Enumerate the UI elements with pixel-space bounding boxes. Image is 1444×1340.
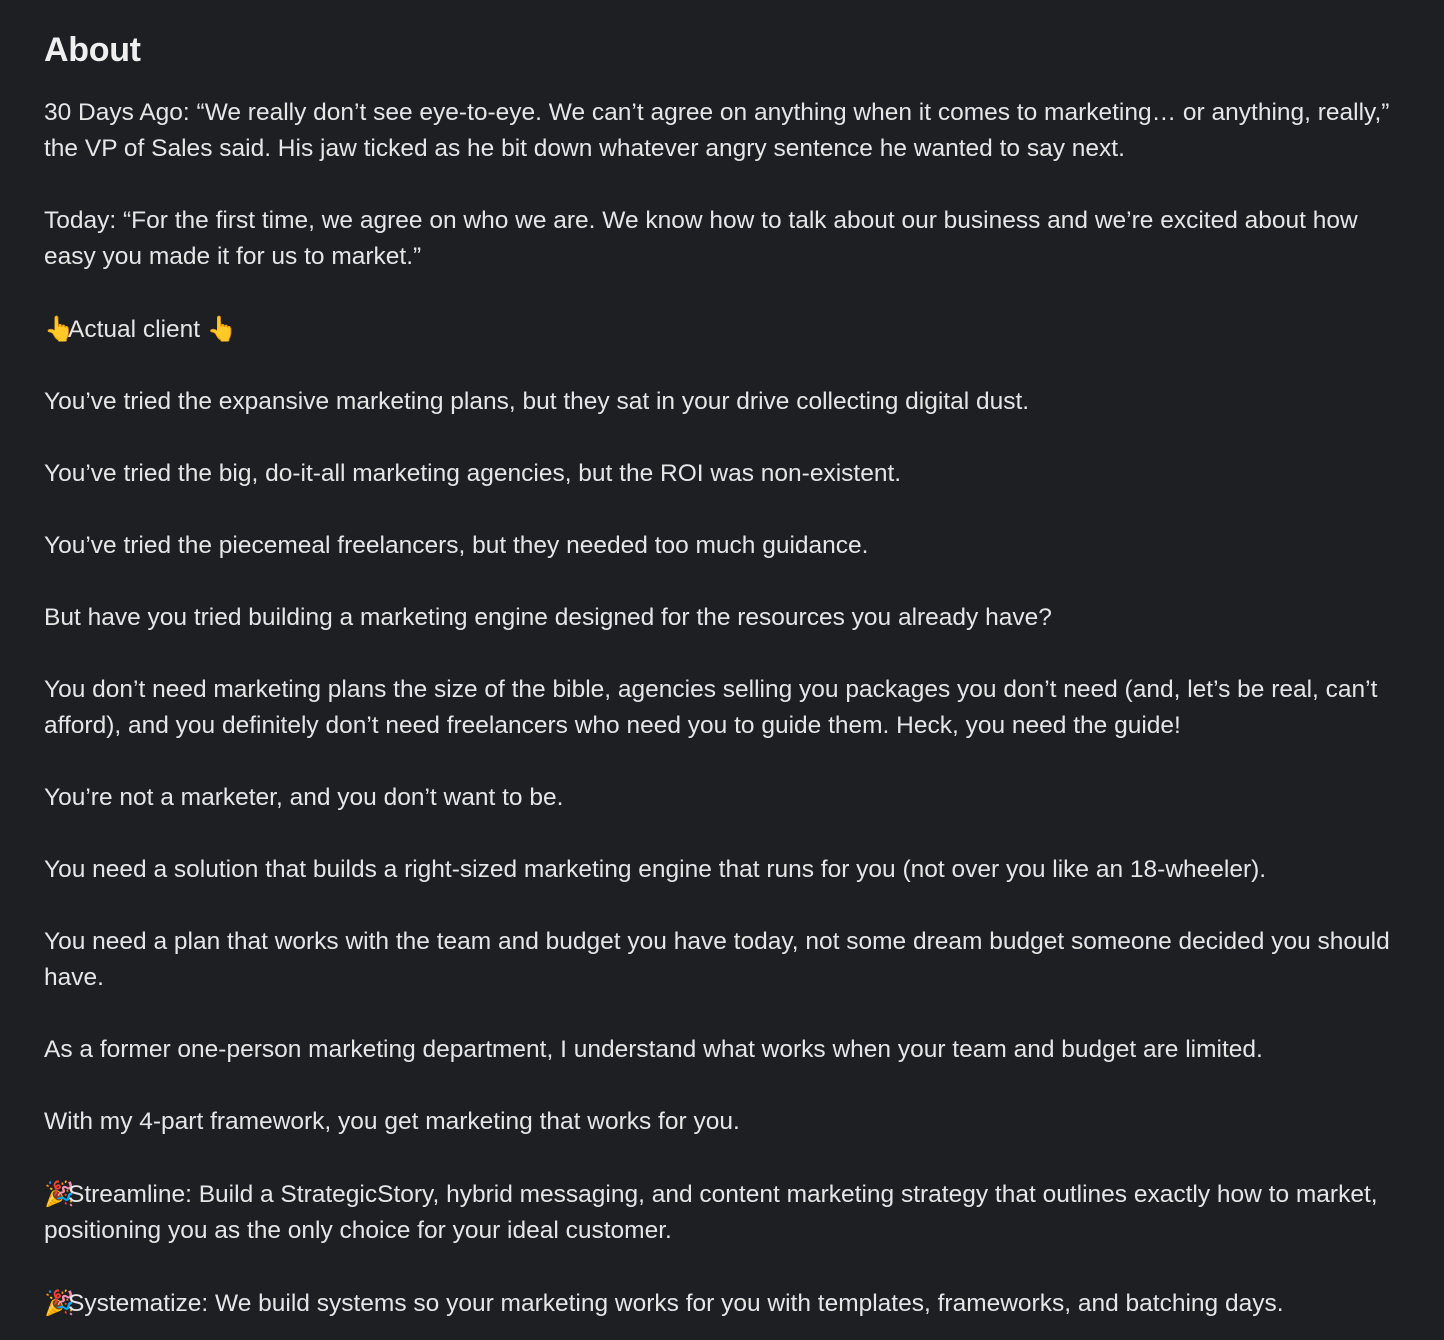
about-paragraph [44, 780, 1404, 816]
party-popper-icon: 🎉 [44, 1288, 75, 1317]
paragraph-text: You need a solution that builds a right-sized marketing engine that runs for you (not over you like an 18-wheeler). [44, 856, 1267, 883]
about-body [44, 95, 1404, 1322]
paragraph-text: You’ve tried the big, do-it-all marketing agencies, but the ROI was non-existent. [44, 460, 902, 487]
pointing-up-icon: 👆 [44, 314, 75, 343]
about-paragraph [44, 600, 1404, 636]
paragraph-text: As a former one-person marketing department, I understand what works when your team and budget are limited. [44, 1036, 1263, 1063]
paragraph-text: You need a plan that works with the team and budget you have today, not some dream budget someone decided you should have. [44, 928, 1390, 991]
about-paragraph [44, 311, 1404, 348]
paragraph-text: Systematize: We build systems so your marketing works for you with templates, frameworks, and batching days. [68, 1290, 1284, 1317]
about-paragraph [44, 1032, 1404, 1068]
about-paragraph [44, 95, 1404, 167]
about-paragraph [44, 1176, 1404, 1249]
about-paragraph [44, 456, 1404, 492]
about-heading: About [44, 31, 141, 69]
about-paragraph [44, 384, 1404, 420]
paragraph-text: 30 Days Ago: “We really don’t see eye-to-eye. We can’t agree on anything when it comes to marketing… or anything, really,” the VP of Sales said. His jaw ticked as he bit down whatever angry sentence he wanted to say next. [44, 99, 1390, 162]
paragraph-text: With my 4-part framework, you get marketing that works for you. [44, 1108, 740, 1135]
paragraph-text: Today: “For the first time, we agree on who we are. We know how to talk about our business and we’re excited about how easy you made it for us to market.” [44, 207, 1358, 270]
party-popper-icon: 🎉 [44, 1179, 75, 1208]
about-paragraph [44, 924, 1404, 996]
paragraph-text: Streamline: Build a StrategicStory, hybrid messaging, and content marketing strategy that outlines exactly how to market, positioning you as the only choice for your ideal customer. [44, 1181, 1378, 1244]
about-paragraph [44, 528, 1404, 564]
about-paragraph [44, 1104, 1404, 1140]
paragraph-text: You’re not a marketer, and you don’t want to be. [44, 784, 564, 811]
paragraph-text: You’ve tried the piecemeal freelancers, but they needed too much guidance. [44, 532, 869, 559]
about-paragraph [44, 1285, 1404, 1322]
paragraph-text: You don’t need marketing plans the size of the bible, agencies selling you packages you don’t need (and, let’s be real, can’t afford), and you definitely don’t need freelancers who need you to guide them. Heck, you need the guide! [44, 676, 1378, 739]
about-paragraph [44, 852, 1404, 888]
about-paragraph [44, 203, 1404, 275]
paragraph-text: You’ve tried the expansive marketing plans, but they sat in your drive collecting digital dust. [44, 388, 1030, 415]
paragraph-text: But have you tried building a marketing engine designed for the resources you already have? [44, 604, 1052, 631]
paragraph-text: Actual client 👆 [68, 316, 238, 343]
about-paragraph [44, 672, 1404, 744]
